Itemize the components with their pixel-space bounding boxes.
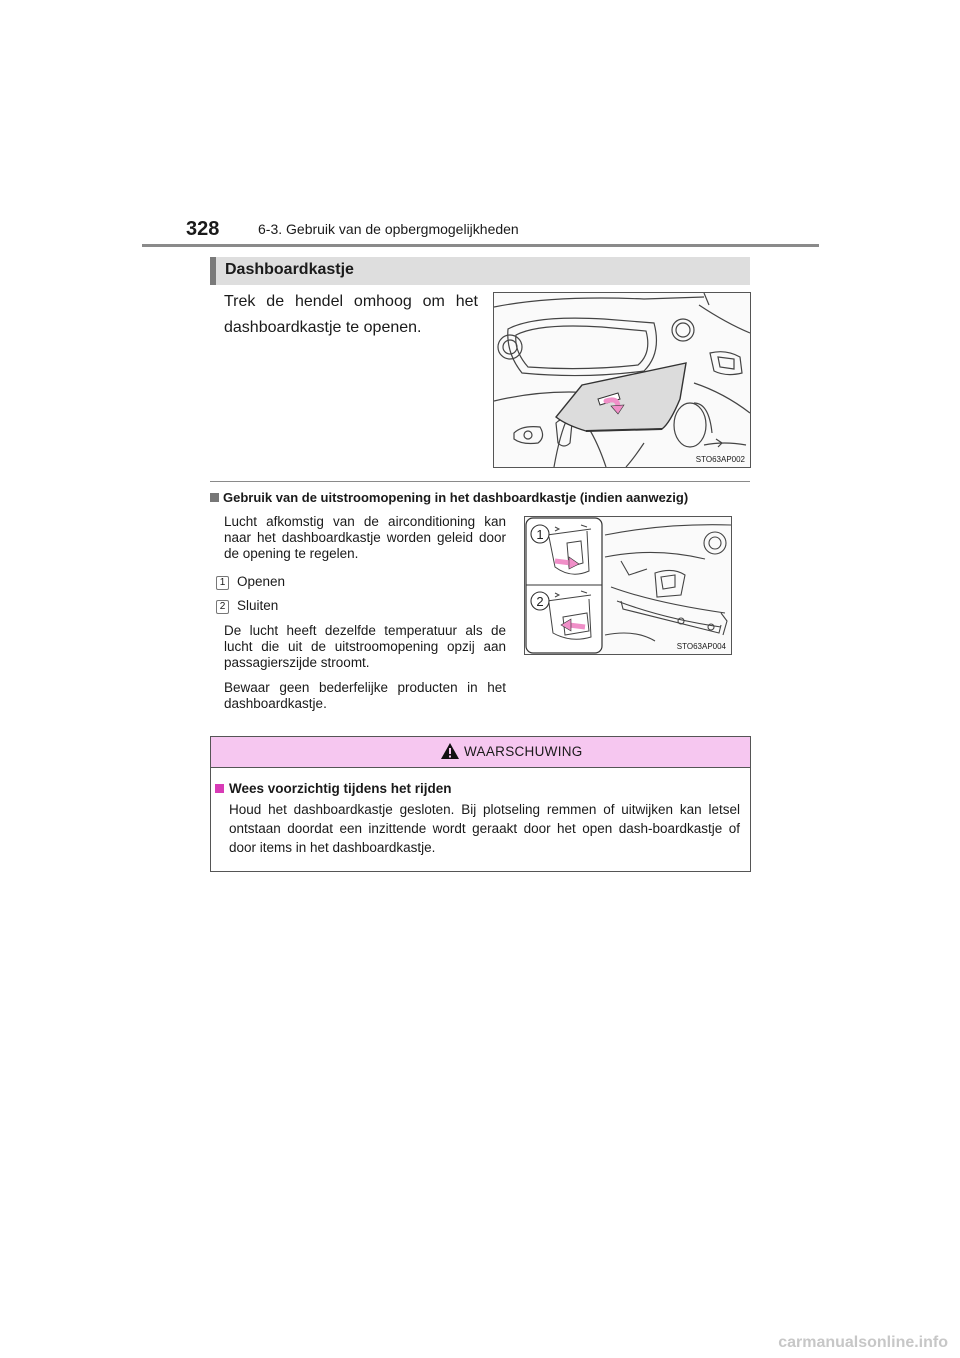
warning-box [210, 736, 751, 872]
figure-2-code: STO63AP004 [676, 642, 726, 651]
section-bar-accent [210, 257, 216, 285]
pink-square-bullet-icon [215, 784, 224, 793]
section-bar [210, 257, 750, 285]
watermark: carmanualsonline.info [778, 1334, 948, 1351]
intro-text: Trek de hendel omhoog om het dashboardkastje te openen. [224, 293, 478, 336]
list-item-label: Sluiten [237, 598, 279, 613]
figure-1-code: STO63AP002 [695, 455, 745, 464]
warning-subheading [215, 781, 452, 796]
section-divider [210, 481, 750, 482]
warning-triangle-icon [440, 742, 460, 760]
paragraph-airflow: Lucht afkomstig van de airconditioning kan naar het dashboardkastje worden geleid door de opening te regelen. [224, 514, 506, 561]
callout-2-label: 2 [536, 594, 544, 609]
callout-1-label: 1 [536, 527, 544, 542]
figure-air-outlet [524, 516, 732, 655]
square-bullet-icon [210, 493, 219, 502]
step-number-badge: 2 [216, 600, 229, 614]
list-item-close [216, 598, 278, 614]
step-number-badge: 1 [216, 576, 229, 590]
subsection-heading-text: Gebruik van de uitstroomopening in het dashboardkastje (indien aanwezig) [223, 490, 689, 505]
warning-title: WAARSCHUWING [464, 744, 583, 759]
glovebox-illustration [494, 293, 750, 467]
section-title: Dashboardkastje [225, 261, 354, 278]
list-item-label: Openen [237, 574, 286, 589]
page-number: 328 [186, 218, 220, 240]
subsection-heading [210, 490, 688, 505]
warning-subheading-text: Wees voorzichtig tijdens het rijden [229, 781, 452, 796]
figure-glovebox-handle [493, 292, 751, 468]
header-rule [142, 244, 819, 247]
warning-text: Houd het dashboardkastje gesloten. Bij plotseling remmen of uitwijken kan letsel ontstaan doordat een inzittende wordt geraakt door het open dash-boardkastje of door items in het dashboardkastje. [229, 802, 740, 855]
air-outlet-illustration [525, 517, 731, 654]
paragraph-temperature: De lucht heeft dezelfde temperatuur als de lucht die uit de uitstroomopening opzij aan passagierszijde stroomt. [224, 623, 506, 670]
list-item-open [216, 574, 285, 590]
paragraph-storage: Bewaar geen bederfelijke producten in het dashboardkastje. [224, 680, 506, 711]
chapter-title: 6-3. Gebruik van de opbergmogelijkheden [258, 221, 519, 237]
warning-header [211, 737, 750, 768]
